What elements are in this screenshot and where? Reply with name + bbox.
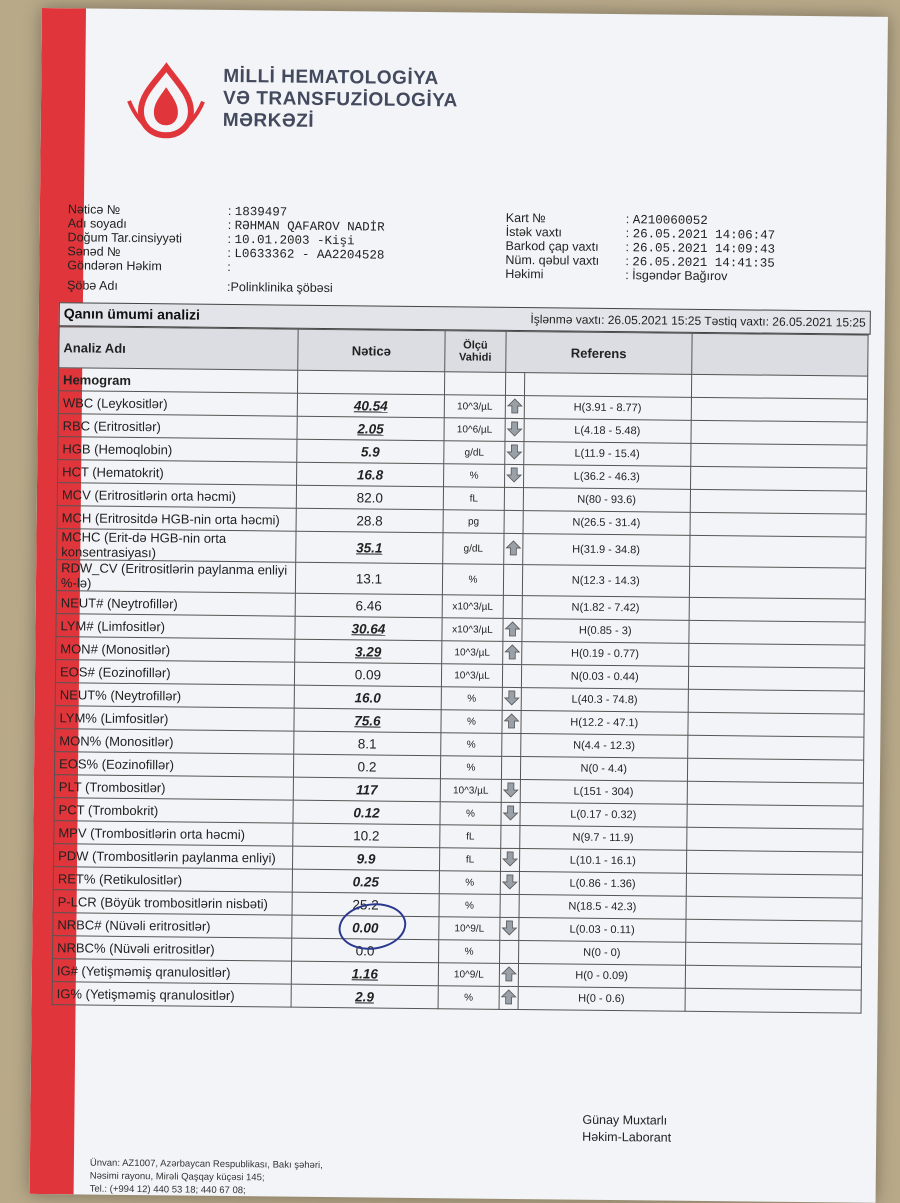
- unit: 10^9/L: [439, 917, 500, 941]
- flag-indicator: [500, 848, 519, 871]
- blank-cell: [686, 873, 862, 898]
- flag-indicator: [501, 779, 520, 802]
- result-no-label: Nəticə №: [67, 202, 121, 217]
- analysis-name: EOS% (Eozinofillər): [54, 752, 293, 777]
- group-label: Hemogram: [58, 368, 297, 393]
- arrow-up-icon: [504, 643, 520, 659]
- reference-range: L(151 - 304): [520, 780, 687, 805]
- flag-indicator: [505, 395, 524, 418]
- arrow-down-icon: [502, 873, 518, 889]
- reference-range: N(1.82 - 7.42): [522, 596, 689, 621]
- result-value: 10.2: [292, 823, 440, 848]
- analysis-name: HGB (Hemoqlobin): [58, 437, 297, 462]
- flag-indicator: [504, 464, 523, 487]
- analysis-name: EOS# (Eozinofillər): [55, 660, 294, 685]
- analysis-name: RET% (Retikulositlər): [53, 867, 292, 892]
- blank-cell: [690, 466, 866, 491]
- arrow-up-icon: [500, 988, 516, 1004]
- arrow-up-icon: [507, 397, 523, 413]
- blank-cell: [687, 781, 863, 806]
- unit: fL: [443, 487, 504, 511]
- result-value: 13.1: [295, 562, 443, 595]
- flag-indicator-empty: [499, 940, 518, 963]
- reference-range: N(26.5 - 31.4): [523, 511, 690, 536]
- header-unit: Ölçü Vahidi: [445, 331, 506, 373]
- flag-indicator-empty: [500, 825, 519, 848]
- reference-range: H(3.91 - 8.77): [524, 396, 691, 421]
- unit: %: [441, 756, 502, 780]
- blank-cell: [690, 489, 866, 514]
- reference-range: L(0.17 - 0.32): [520, 803, 687, 828]
- doctor-value: İsgəndər Bağırov: [632, 268, 728, 284]
- result-value: 16.8: [296, 462, 444, 487]
- lab-report-sheet: [30, 8, 888, 1203]
- arrow-down-icon: [502, 804, 518, 820]
- blank-cell: [689, 597, 865, 622]
- result-value: 117: [293, 777, 441, 802]
- flag-indicator-empty: [501, 756, 520, 779]
- unit: pg: [443, 510, 504, 534]
- arrow-up-icon: [505, 539, 521, 555]
- reference-range: L(4.18 - 5.48): [524, 419, 691, 444]
- flag-indicator: [502, 641, 521, 664]
- blank-cell: [688, 712, 864, 737]
- signer-role: Həkim-Laborant: [582, 1129, 672, 1145]
- unit: 10^6/µL: [444, 418, 505, 442]
- header-value: Nəticə: [297, 329, 445, 372]
- result-value: 40.54: [297, 393, 445, 418]
- result-value: 2.05: [297, 416, 445, 441]
- blank-cell: [688, 666, 864, 691]
- request-value: 26.05.2021 14:06:47: [632, 227, 776, 243]
- doctor-label: Həkimi: [505, 266, 544, 282]
- blank-cell: [685, 988, 861, 1013]
- blank-cell: [685, 965, 861, 990]
- result-value: 8.1: [293, 731, 441, 756]
- unit: %: [441, 687, 502, 711]
- reference-range: L(0.86 - 1.36): [519, 872, 686, 897]
- arrow-up-icon: [504, 620, 520, 636]
- flag-indicator-empty: [501, 733, 520, 756]
- blank-cell: [687, 804, 863, 829]
- result-value: 1.16: [291, 961, 439, 986]
- reference-range: N(12.3 - 14.3): [522, 565, 689, 598]
- flag-indicator-empty: [500, 894, 519, 917]
- blank-cell: [686, 850, 862, 875]
- address-line-1: Ünvan: AZ1007, Azərbaycan Respublikası, Bakı şəhəri,: [89, 1157, 323, 1172]
- analysis-name: P-LCR (Böyük trombositlərin nisbəti): [53, 890, 292, 915]
- reference-range: L(10.1 - 16.1): [519, 849, 686, 874]
- unit: fL: [440, 848, 501, 872]
- unit: g/dL: [443, 533, 504, 565]
- reference-range: N(4.4 - 12.3): [520, 734, 687, 759]
- result-value: 0.09: [294, 662, 442, 687]
- address-block: [90, 1157, 323, 1198]
- unit: %: [442, 564, 503, 596]
- blank-cell: [688, 689, 864, 714]
- blank-cell: [691, 420, 867, 445]
- unit: %: [441, 733, 502, 757]
- unit: %: [439, 871, 500, 895]
- result-value: 0.00: [292, 915, 440, 940]
- reference-range: H(12.2 - 47.1): [521, 711, 688, 736]
- result-value: 6.46: [295, 593, 443, 618]
- reference-range: N(0.03 - 0.44): [521, 665, 688, 690]
- flag-indicator-empty: [503, 564, 522, 595]
- reference-range: H(31.9 - 34.8): [522, 534, 689, 567]
- analysis-name: HCT (Hematokrit): [58, 460, 297, 485]
- flag-indicator: [500, 871, 519, 894]
- flag-indicator-empty: [504, 487, 523, 510]
- blank-cell: [689, 620, 865, 645]
- analysis-name: MCH (Eritrositdə HGB-nin orta həcmi): [57, 506, 296, 531]
- dob-label: Doğum Tar.cinsiyyəti: [67, 230, 183, 246]
- arrow-up-icon: [501, 965, 517, 981]
- analysis-name: WBC (Leykositlər): [58, 391, 297, 416]
- analysis-name: MPV (Trombositlərin orta həcmi): [54, 821, 293, 846]
- unit: %: [439, 894, 500, 918]
- result-value: 35.1: [295, 531, 443, 564]
- flag-indicator-empty: [503, 595, 522, 618]
- analysis-name: NRBC# (Nüvəli eritrositlər): [53, 913, 292, 938]
- reference-range: L(0.03 - 0.11): [518, 918, 685, 943]
- analysis-name: NEUT# (Neytrofillər): [56, 591, 295, 616]
- result-value: 2.9: [291, 984, 439, 1009]
- reference-range: H(0 - 0.6): [518, 987, 685, 1012]
- header-name: Analiz Adı: [59, 327, 298, 370]
- result-value: 30.64: [295, 616, 443, 641]
- analysis-name: PCT (Trombokrit): [54, 798, 293, 823]
- flag-indicator: [500, 917, 519, 940]
- flag-indicator: [501, 802, 520, 825]
- arrow-down-icon: [506, 466, 522, 482]
- arrow-down-icon: [502, 850, 518, 866]
- blank-cell: [690, 512, 866, 537]
- result-value: 0.0: [291, 938, 439, 963]
- header-blank: [691, 333, 868, 376]
- doc-label: Sənəd №: [67, 244, 121, 259]
- flag-indicator: [499, 963, 518, 986]
- result-value: 75.6: [294, 708, 442, 733]
- result-value: 0.12: [293, 800, 441, 825]
- dob-value: 10.01.2003 -Kişi: [234, 233, 355, 249]
- flag-indicator: [505, 441, 524, 464]
- unit: 10^3/µL: [440, 779, 501, 803]
- analysis-name: MCHC (Erit-də HGB-nin orta konsentrasiyası): [57, 529, 296, 562]
- arrow-down-icon: [502, 781, 518, 797]
- org-line-2: VƏ TRANSFUZİOLOGİYA: [222, 87, 458, 112]
- analysis-name: RDW_CV (Eritrositlərin paylanma enliyi %-lə): [56, 560, 295, 593]
- flag-indicator: [505, 418, 524, 441]
- dept-label: Şöbə Adı: [67, 278, 118, 293]
- blank-cell: [690, 443, 866, 468]
- barcode-value: 26.05.2021 14:09:43: [632, 241, 776, 257]
- blank-cell: [687, 758, 863, 783]
- result-value: 0.25: [292, 869, 440, 894]
- result-value: 25.2: [292, 892, 440, 917]
- processing-dates: İşlənmə vaxtı: 26.05.2021 15:25 Təstiq vaxtı: 26.05.2021 15:25: [530, 312, 866, 330]
- arrow-down-icon: [503, 689, 519, 705]
- doc-value: L0633362 - AA2204528: [234, 247, 385, 263]
- arrow-down-icon: [506, 420, 522, 436]
- analysis-name: MON# (Monositlər): [56, 637, 295, 662]
- flag-indicator: [503, 618, 522, 641]
- unit: x10^3/µL: [442, 618, 503, 642]
- section-title: Qanın ümumi analizi: [63, 305, 201, 323]
- organization-name: [223, 66, 458, 134]
- org-line-1: MİLLİ HEMATOLOGİYA: [223, 65, 439, 90]
- patient-info-block: Nəticə № : 1839497 Adı soyadı : RƏHMAN QAFAROV NADİR Doğum Tar.cinsiyyəti : 10.01.2003 -Kişi Sənəd № : L0633362 - AA2204528 Göndərən Həkim : Şöbə Adı :Polinklinika şöbəsi Kart № : A210060052 İstək vaxtı : 26.05.2021 14:06:47 Barkod çap vaxtı : 26.05.2021 14:09:43 Nüm. qəbul vaxtı : 26.05.2021 14:41:35 Həkimi : İsgəndər Bağırov: [67, 202, 776, 296]
- org-line-3: MƏRKƏZİ: [222, 109, 315, 132]
- results-table: [52, 326, 869, 1013]
- blank-cell: [687, 735, 863, 760]
- blank-cell: [691, 397, 867, 422]
- sample-label: Nüm. qəbul vaxtı: [505, 252, 600, 268]
- card-label: Kart №: [505, 210, 546, 226]
- flag-indicator: [499, 986, 518, 1009]
- analysis-name: MON% (Monositlər): [55, 729, 294, 754]
- unit: 10^3/µL: [444, 395, 505, 419]
- result-no-value: 1839497: [234, 205, 288, 220]
- arrow-up-icon: [503, 712, 519, 728]
- unit: x10^3/µL: [442, 595, 503, 619]
- signer-name: Günay Muxtarlı: [582, 1112, 668, 1128]
- card-value: A210060052: [632, 213, 708, 228]
- flag-indicator: [503, 533, 522, 564]
- flag-indicator-empty: [504, 510, 523, 533]
- result-value: 16.0: [294, 685, 442, 710]
- dept-value: Polinklinika şöbəsi: [230, 279, 333, 296]
- address-line-3: Tel.: (+994 12) 440 53 18; 440 67 08;: [89, 1183, 246, 1197]
- analysis-name: IG# (Yetişməmiş qranulositlər): [52, 959, 291, 984]
- reference-range: N(80 - 93.6): [523, 488, 690, 513]
- unit: 10^3/µL: [442, 641, 503, 665]
- arrow-down-icon: [501, 919, 517, 935]
- blank-cell: [685, 919, 861, 944]
- result-value: 5.9: [297, 439, 445, 464]
- result-value: 82.0: [296, 485, 444, 510]
- reference-range: L(11.9 - 15.4): [523, 442, 690, 467]
- address-line-2: Nəsimi rayonu, Mirəli Qaşqay küçəsi 145;: [89, 1170, 265, 1184]
- blank-cell: [689, 566, 866, 599]
- name-label: Adı soyadı: [67, 216, 127, 231]
- unit: fL: [440, 825, 501, 849]
- arrow-down-icon: [506, 443, 522, 459]
- unit: %: [444, 464, 505, 488]
- analysis-name: LYM# (Limfositlər): [56, 614, 295, 639]
- barcode-label: Barkod çap vaxtı: [505, 238, 599, 254]
- analysis-name: MCV (Eritrositlərin orta həcmi): [57, 483, 296, 508]
- name-value: RƏHMAN QAFAROV NADİR: [234, 219, 385, 235]
- sample-value: 26.05.2021 14:41:35: [632, 255, 775, 271]
- result-value: 0.2: [293, 754, 441, 779]
- blank-cell: [688, 643, 864, 668]
- unit: 10^3/µL: [442, 664, 503, 688]
- analysis-name: NRBC% (Nüvəli eritrositlər): [53, 936, 292, 961]
- analysis-name: LYM% (Limfositlər): [55, 706, 294, 731]
- blank-cell: [689, 535, 866, 568]
- analysis-name: NEUT% (Neytrofillər): [55, 683, 294, 708]
- analysis-name: RBC (Eritrositlər): [58, 414, 297, 439]
- unit: %: [439, 940, 500, 964]
- blank-cell: [686, 896, 862, 921]
- reference-range: N(18.5 - 42.3): [519, 895, 686, 920]
- blank-cell: [685, 942, 861, 967]
- result-value: 28.8: [296, 508, 444, 533]
- signature-block: [582, 1112, 671, 1147]
- flag-indicator: [502, 687, 521, 710]
- unit: %: [441, 710, 502, 734]
- analysis-name: IG% (Yetişməmiş qranulositlər): [52, 982, 291, 1007]
- analysis-name: PLT (Trombositlər): [54, 775, 293, 800]
- result-value: 3.29: [294, 639, 442, 664]
- blood-drop-logo-icon: [121, 61, 212, 142]
- reference-range: N(0 - 4.4): [520, 757, 687, 782]
- reference-range: L(36.2 - 46.3): [523, 465, 690, 490]
- unit: g/dL: [444, 441, 505, 465]
- flag-indicator-empty: [502, 664, 521, 687]
- reference-range: N(0 - 0): [518, 941, 685, 966]
- blank-cell: [686, 827, 862, 852]
- result-value: 9.9: [292, 846, 440, 871]
- header-ref: Referens: [505, 331, 691, 374]
- analysis-name: PDW (Trombositlərin paylanma enliyi): [54, 844, 293, 869]
- flag-indicator: [502, 710, 521, 733]
- unit: 10^9/L: [438, 963, 499, 987]
- reference-range: H(0.85 - 3): [522, 619, 689, 644]
- reference-range: H(0.19 - 0.77): [521, 642, 688, 667]
- reference-range: H(0 - 0.09): [518, 964, 685, 989]
- reference-range: N(9.7 - 11.9): [519, 826, 686, 851]
- unit: %: [440, 802, 501, 826]
- request-label: İstək vaxtı: [505, 224, 563, 240]
- sender-label: Göndərən Həkim: [67, 258, 162, 274]
- unit: %: [438, 986, 499, 1010]
- reference-range: L(40.3 - 74.8): [521, 688, 688, 713]
